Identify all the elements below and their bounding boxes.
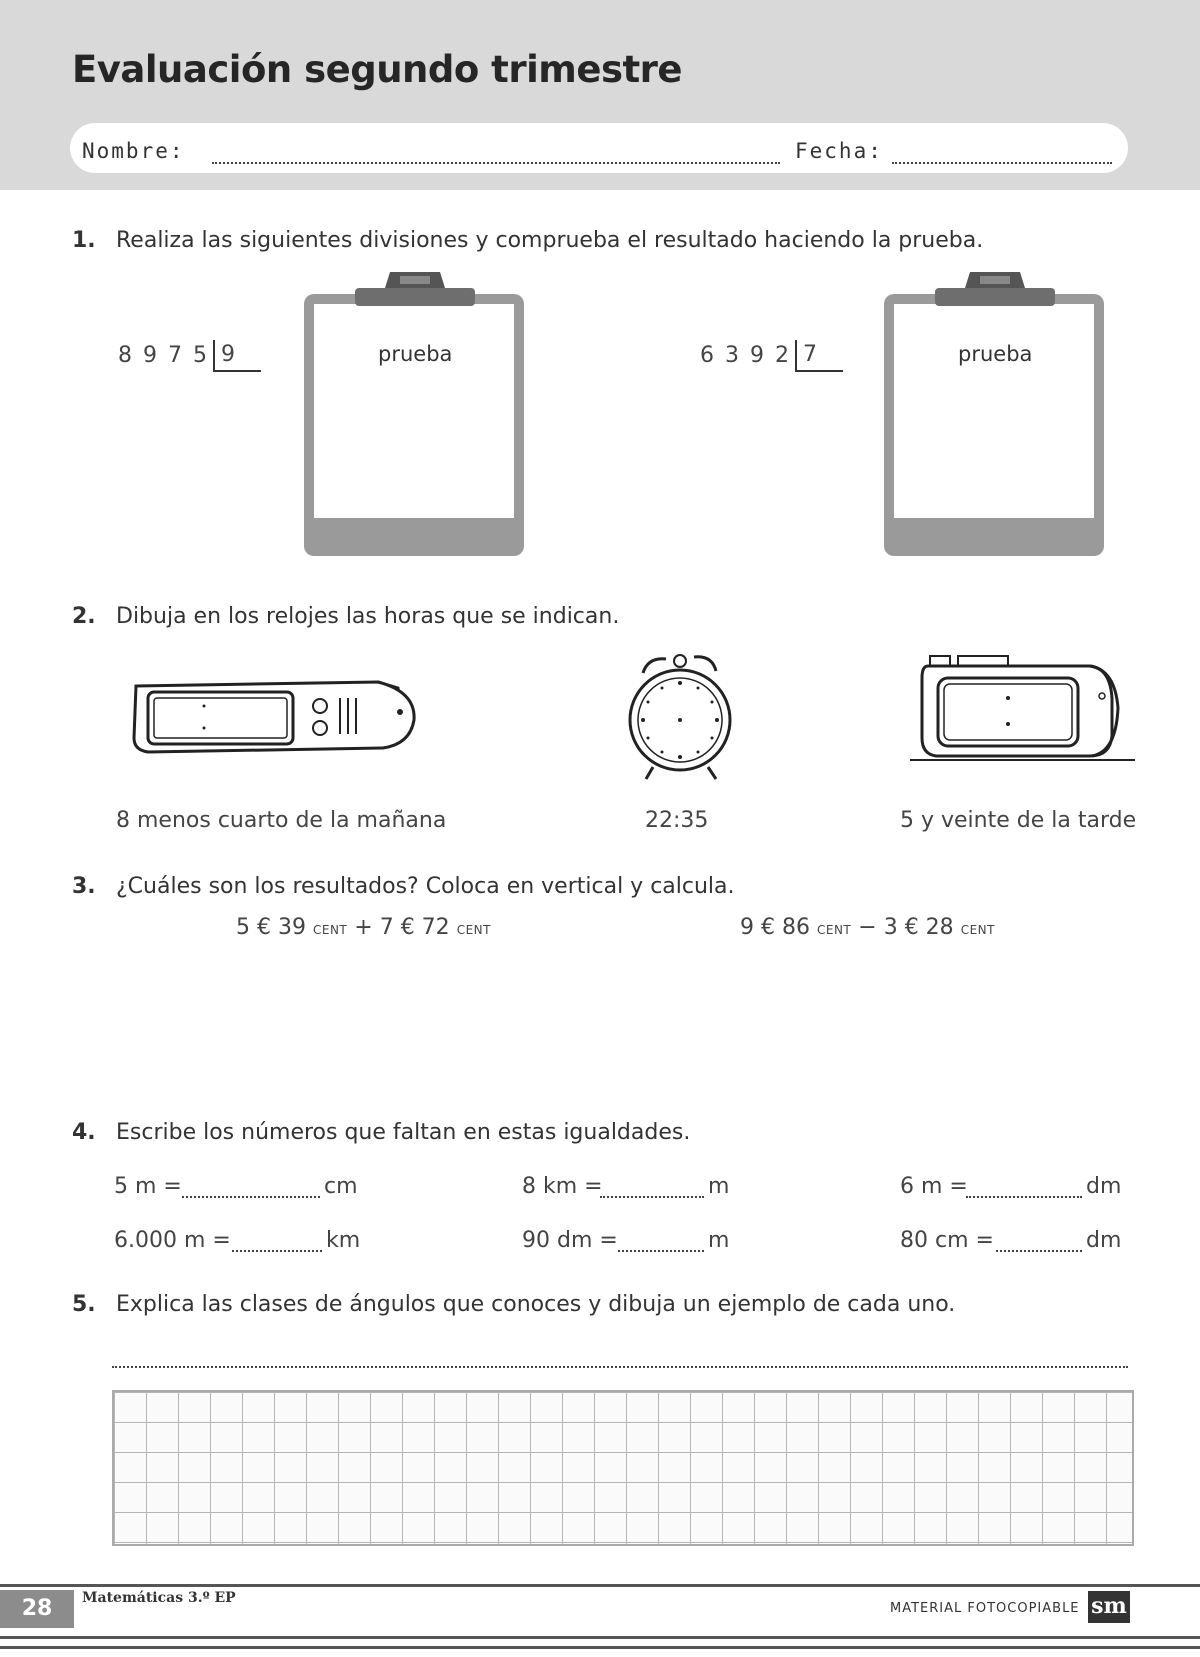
book-title: Matemáticas 3.º EP — [82, 1590, 236, 1606]
q5-text: Explica las clases de ángulos que conoces y dibuja un ejemplo de cada uno. — [116, 1292, 956, 1317]
q2-text: Dibuja en los relojes las horas que se indican. — [116, 604, 620, 629]
digital-clock-2-icon — [910, 648, 1135, 773]
equality-1-left: 5 m = — [114, 1174, 182, 1199]
operation-1-a: 5 € 39 — [236, 915, 306, 940]
equality-3-unit: dm — [1086, 1174, 1122, 1199]
equality-6-left: 80 cm = — [900, 1228, 994, 1253]
q5-answer-line[interactable] — [112, 1366, 1128, 1368]
equality-4-blank[interactable] — [232, 1250, 322, 1252]
digital-clock-1-icon — [128, 672, 418, 762]
operation-2-b-unit: cent — [960, 919, 995, 939]
operation-1-sign: + — [354, 915, 373, 940]
operation-2-a: 9 € 86 — [740, 915, 810, 940]
operation-2-b: 3 € 28 — [883, 915, 954, 940]
clipboard-2-icon — [880, 270, 1110, 560]
operation-2-a-unit: cent — [816, 919, 852, 939]
equality-4-left: 6.000 m = — [114, 1228, 231, 1253]
equality-6-unit: dm — [1086, 1228, 1122, 1253]
q3-number: 3. — [72, 874, 96, 899]
division2-bracket — [795, 340, 843, 372]
page-title: Evaluación segundo trimestre — [72, 48, 682, 91]
operation-2 — [740, 915, 995, 940]
equality-2-left: 8 km = — [522, 1174, 603, 1199]
publisher-logo: sm — [1088, 1591, 1130, 1623]
operation-1-b-unit: cent — [456, 919, 491, 939]
material-label: MATERIAL FOTOCOPIABLE — [890, 1601, 1080, 1616]
q3-text: ¿Cuáles son los resultados? Coloca en vertical y calcula. — [116, 874, 735, 899]
name-field[interactable] — [212, 162, 780, 164]
clock-2-caption: 22:35 — [645, 808, 709, 833]
operation-1-b: 7 € 72 — [379, 915, 450, 940]
date-label: Fecha: — [795, 139, 883, 163]
equality-3-blank[interactable] — [966, 1196, 1082, 1198]
division2-dividend: 6 3 9 2 — [700, 343, 791, 368]
division1-dividend: 8 9 7 5 — [118, 343, 209, 368]
footer-line-3 — [0, 1646, 1200, 1649]
equality-2-blank[interactable] — [600, 1196, 704, 1198]
q4-text: Escribe los números que faltan en estas igualdades. — [116, 1120, 691, 1145]
clipboard-2-label: prueba — [958, 342, 1033, 366]
operation-2-sign: − — [858, 915, 877, 940]
alarm-clock-icon — [618, 645, 748, 785]
footer-line-1 — [0, 1584, 1200, 1587]
division1-bracket — [213, 340, 261, 372]
q4-number: 4. — [72, 1120, 96, 1145]
name-label: Nombre: — [82, 139, 185, 163]
page-number: 28 — [0, 1590, 74, 1628]
equality-1-blank[interactable] — [182, 1196, 320, 1198]
equality-5-unit: m — [708, 1228, 730, 1253]
q5-grid-area[interactable] — [112, 1390, 1134, 1546]
equality-3-left: 6 m = — [900, 1174, 968, 1199]
date-field[interactable] — [892, 162, 1112, 164]
q5-number: 5. — [72, 1292, 96, 1317]
footer-line-2 — [0, 1636, 1200, 1639]
division2-divisor: 7 — [803, 342, 817, 367]
equality-2-unit: m — [708, 1174, 730, 1199]
operation-1 — [236, 915, 491, 940]
operation-1-a-unit: cent — [312, 919, 348, 939]
equality-4-unit: km — [326, 1228, 361, 1253]
equality-5-blank[interactable] — [618, 1250, 704, 1252]
clipboard-1-label: prueba — [378, 342, 453, 366]
clock-1-caption: 8 menos cuarto de la mañana — [116, 808, 447, 833]
equality-5-left: 90 dm = — [522, 1228, 618, 1253]
q1-text: Realiza las siguientes divisiones y comprueba el resultado haciendo la prueba. — [116, 228, 984, 253]
equality-6-blank[interactable] — [996, 1250, 1082, 1252]
clock-3-caption: 5 y veinte de la tarde — [900, 808, 1137, 833]
name-date-bar — [70, 123, 1128, 173]
clipboard-1-icon — [300, 270, 530, 560]
division1-divisor: 9 — [221, 342, 235, 367]
q2-number: 2. — [72, 604, 96, 629]
equality-1-unit: cm — [324, 1174, 358, 1199]
q1-number: 1. — [72, 228, 96, 253]
